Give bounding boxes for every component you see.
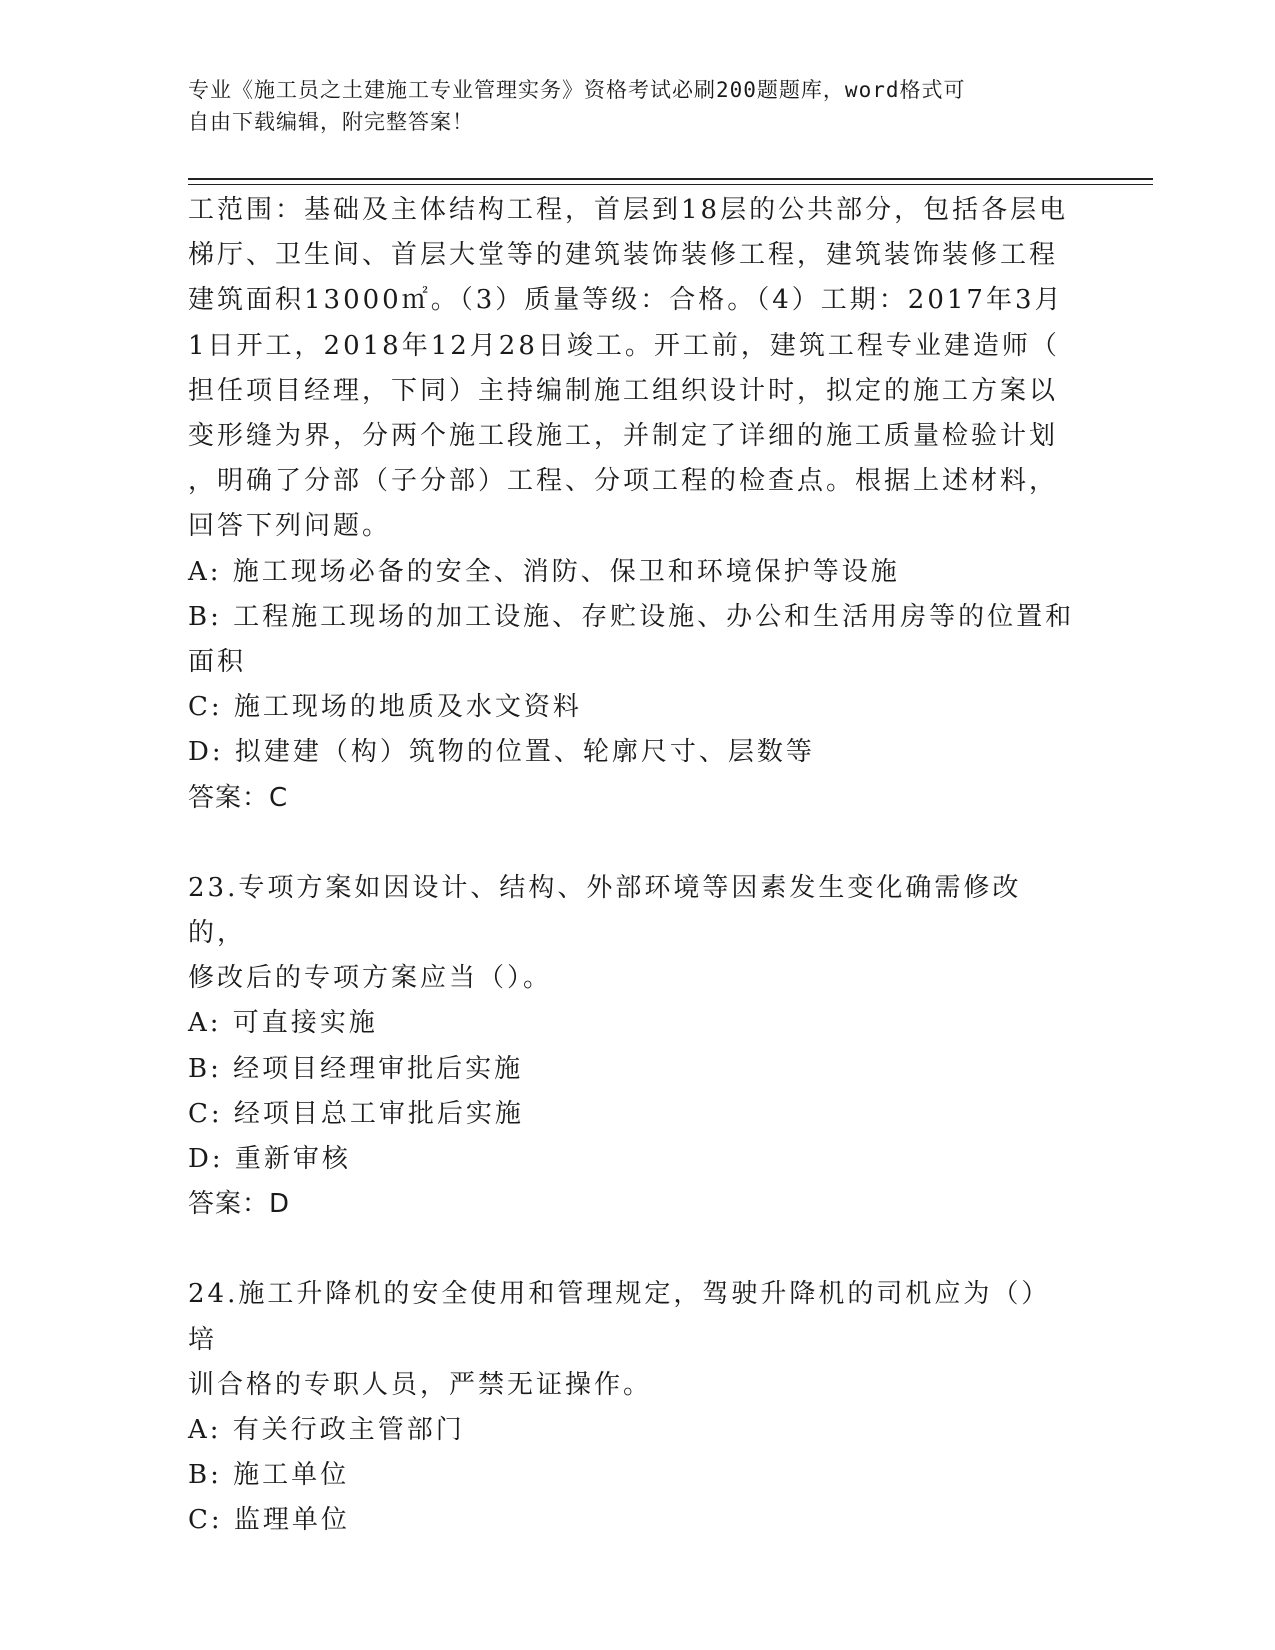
answer-label: 答案：D xyxy=(188,1189,291,1220)
question-spacer xyxy=(188,1227,1078,1272)
option-d: D: 拟建建（构）筑物的位置、轮廓尺寸、层数等 xyxy=(188,737,815,768)
question-spacer xyxy=(188,821,1078,866)
question-23 xyxy=(188,866,1078,1228)
question-24 xyxy=(188,1272,1078,1543)
document-body xyxy=(188,188,1078,1544)
question-text-line: 变形缝为界，分两个施工段施工，并制定了详细的施工质量检验计划 xyxy=(188,421,1059,452)
question-22 xyxy=(188,188,1078,821)
header-title-line-1: 专业《施工员之土建施工专业管理实务》资格考试必刷200题题库，word格式可 xyxy=(188,78,966,102)
question-text-line: 回答下列问题。 xyxy=(188,511,392,542)
question-text-line: ，明确了分部（子分部）工程、分项工程的检查点。根据上述材料， xyxy=(188,466,1059,497)
question-stem-line: 训合格的专职人员，严禁无证操作。 xyxy=(188,1369,653,1400)
option-b-continued: 面积 xyxy=(188,647,247,678)
document-header xyxy=(188,74,1068,138)
question-stem-line: 23.专项方案如因设计、结构、外部环境等因素发生变化确需修改的， xyxy=(188,872,1022,949)
option-a: A: 施工现场必备的安全、消防、保卫和环境保护等设施 xyxy=(188,556,900,587)
option-b: B: 施工单位 xyxy=(188,1460,350,1491)
question-stem-line: 修改后的专项方案应当（）。 xyxy=(188,963,553,994)
question-text-line: 担任项目经理，下同）主持编制施工组织设计时，拟定的施工方案以 xyxy=(188,375,1059,406)
question-text-line: 建筑面积13000㎡。（3）质量等级：合格。（4）工期：2017年3月 xyxy=(188,285,1064,316)
question-text-line: 梯厅、卫生间、首层大堂等的建筑装饰装修工程，建筑装饰装修工程 xyxy=(188,240,1059,271)
option-b: B: 工程施工现场的加工设施、存贮设施、办公和生活用房等的位置和 xyxy=(188,601,1075,632)
question-stem-line: 24.施工升降机的安全使用和管理规定，驾驶升降机的司机应为（）培 xyxy=(188,1279,1051,1355)
option-d: D: 重新审核 xyxy=(188,1144,351,1175)
question-text-line: 工范围：基础及主体结构工程，首层到18层的公共部分，包括各层电 xyxy=(188,195,1069,225)
option-c: C: 经项目总工审批后实施 xyxy=(188,1098,524,1129)
answer-label: 答案：C xyxy=(188,782,289,813)
option-a: A: 有关行政主管部门 xyxy=(188,1415,465,1446)
header-divider-thin xyxy=(188,184,1153,185)
header-title-line-2: 自由下载编辑，附完整答案！ xyxy=(188,110,474,134)
option-c: C: 监理单位 xyxy=(188,1505,350,1536)
header-divider-thick xyxy=(188,178,1153,180)
option-a: A: 可直接实施 xyxy=(188,1008,378,1039)
question-text-line: 1日开工，2018年12月28日竣工。开工前，建筑工程专业建造师（ xyxy=(188,330,1060,361)
option-c: C: 施工现场的地质及水文资料 xyxy=(188,692,582,723)
option-b: B: 经项目经理审批后实施 xyxy=(188,1053,524,1084)
